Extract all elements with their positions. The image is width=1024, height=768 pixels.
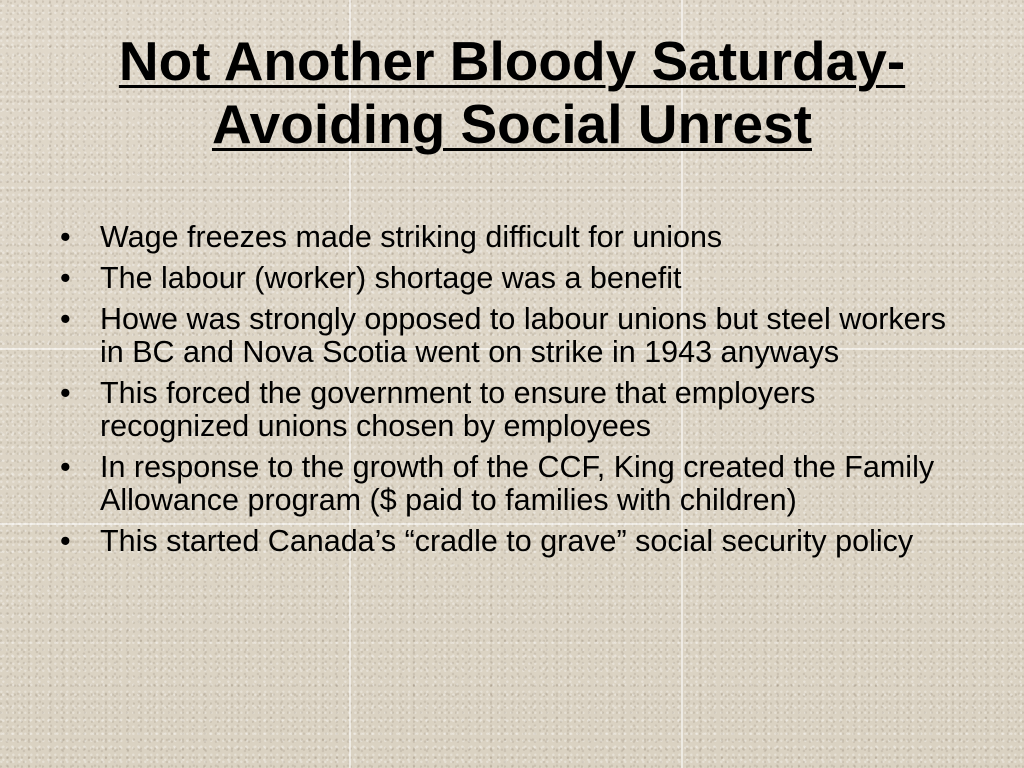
slide-title	[0, 30, 1024, 156]
bullet-item	[56, 525, 956, 558]
bullet-text: In response to the growth of the CCF, King created the Family Allowance program ($ paid to families with children)	[100, 450, 935, 517]
bullet-list	[56, 221, 956, 566]
bullet-marker: •	[60, 524, 71, 558]
slide-title-line-2: Avoiding Social Unrest	[211, 93, 812, 155]
bullet-marker: •	[60, 450, 71, 484]
slide-title-line-1: Not Another Bloody Saturday-	[118, 30, 906, 92]
bullet-text: The labour (worker) shortage was a benefit	[100, 261, 682, 295]
bullet-text: This started Canada’s “cradle to grave” social security policy	[100, 524, 914, 558]
bullet-marker: •	[60, 261, 71, 295]
bullet-item	[56, 303, 956, 369]
bullet-item	[56, 221, 956, 254]
bullet-marker: •	[60, 376, 71, 410]
bullet-item	[56, 451, 956, 517]
bullet-marker: •	[60, 220, 71, 254]
bullet-text: Wage freezes made striking difficult for unions	[100, 220, 723, 254]
bullet-text: This forced the government to ensure that employers recognized unions chosen by employees	[100, 376, 816, 443]
bullet-marker: •	[60, 302, 71, 336]
bullet-item	[56, 377, 956, 443]
bullet-item	[56, 262, 956, 295]
bullet-text: Howe was strongly opposed to labour unions but steel workers in BC and Nova Scotia went on strike in 1943 anyways	[100, 302, 946, 369]
